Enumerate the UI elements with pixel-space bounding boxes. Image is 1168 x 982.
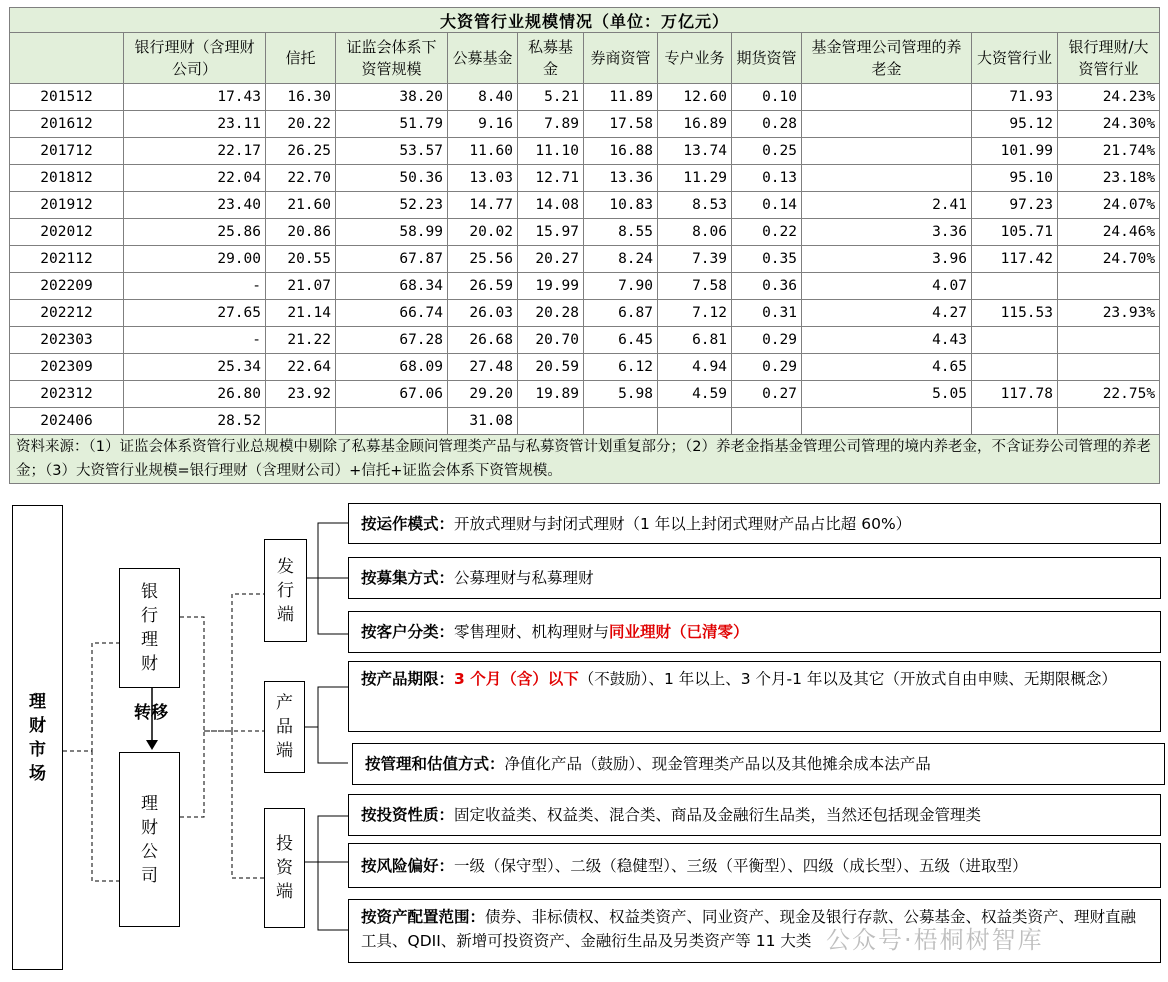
value-cell: 4.27	[802, 300, 972, 327]
value-cell: 26.25	[266, 138, 336, 165]
table-row	[10, 300, 1160, 327]
value-cell: 0.14	[732, 192, 802, 219]
value-cell: 22.17	[124, 138, 266, 165]
operation-mode-text: 开放式理财与封闭式理财（1 年以上封闭式理财产品占比超 60%）	[454, 514, 912, 533]
value-cell	[972, 354, 1058, 381]
value-cell: 0.35	[732, 246, 802, 273]
value-cell: 53.57	[336, 138, 448, 165]
value-cell: 24.46%	[1058, 219, 1160, 246]
value-cell: 8.24	[584, 246, 658, 273]
product-term-box	[348, 661, 1161, 732]
value-cell: 23.92	[266, 381, 336, 408]
box-char: 理	[141, 793, 158, 814]
period-cell: 202209	[10, 273, 124, 300]
value-cell: 22.75%	[1058, 381, 1160, 408]
value-cell: 16.30	[266, 84, 336, 111]
value-cell: 101.99	[972, 138, 1058, 165]
table-row	[10, 327, 1160, 354]
value-cell: 11.60	[448, 138, 518, 165]
value-cell: 6.81	[658, 327, 732, 354]
value-cell: 21.22	[266, 327, 336, 354]
raising-method-box	[348, 557, 1161, 599]
value-cell: 7.89	[518, 111, 584, 138]
value-cell: 24.23%	[1058, 84, 1160, 111]
value-cell: 15.97	[518, 219, 584, 246]
value-cell: 19.99	[518, 273, 584, 300]
risk-preference-box	[348, 843, 1161, 888]
value-cell: 67.87	[336, 246, 448, 273]
source-note: 资料来源：（1）证监会体系资管行业总规模中剔除了私募基金顾问管理类产品与私募资管计划重复部分；（2）养老金指基金管理公司管理的境内养老金，不含证券公司管理的养老金；（3）大资管行业规模=银行理财（含理财公司）+信托+证监会体系下资管规模。	[10, 435, 1160, 484]
product-term-highlight: 3 个月（含）以下	[454, 670, 579, 688]
investment-nature-box	[348, 794, 1161, 836]
value-cell: 4.65	[802, 354, 972, 381]
risk-preference-key: 按风险偏好：	[361, 856, 455, 875]
value-cell: -	[124, 273, 266, 300]
value-cell: 26.68	[448, 327, 518, 354]
value-cell: 0.29	[732, 327, 802, 354]
value-cell: 23.11	[124, 111, 266, 138]
table-row	[10, 165, 1160, 192]
value-cell	[1058, 354, 1160, 381]
value-cell: 25.86	[124, 219, 266, 246]
value-cell: 20.86	[266, 219, 336, 246]
table-row	[10, 192, 1160, 219]
asset-management-table	[9, 7, 1160, 484]
value-cell: 117.78	[972, 381, 1058, 408]
value-cell: 12.60	[658, 84, 732, 111]
value-cell: 4.59	[658, 381, 732, 408]
value-cell: 19.89	[518, 381, 584, 408]
value-cell: 0.13	[732, 165, 802, 192]
value-cell	[972, 327, 1058, 354]
value-cell: 29.00	[124, 246, 266, 273]
value-cell: 8.06	[658, 219, 732, 246]
table-row	[10, 381, 1160, 408]
value-cell: 20.27	[518, 246, 584, 273]
value-cell: 20.28	[518, 300, 584, 327]
value-cell: 20.59	[518, 354, 584, 381]
product-term-key: 按产品期限：	[361, 670, 455, 688]
box-char: 行	[277, 580, 294, 601]
value-cell: 0.25	[732, 138, 802, 165]
value-cell: 117.42	[972, 246, 1058, 273]
valuation-method-key: 按管理和估值方式：	[365, 755, 505, 773]
finance-market-box	[12, 505, 63, 970]
box-char: 理	[29, 691, 46, 712]
value-cell: 13.74	[658, 138, 732, 165]
investment-nature-key: 按投资性质：	[361, 806, 455, 824]
period-cell: 202212	[10, 300, 124, 327]
value-cell: 21.60	[266, 192, 336, 219]
box-char: 品	[276, 717, 293, 737]
table-title-row	[10, 8, 1160, 33]
box-char: 行	[141, 606, 158, 626]
product-term-text: （不鼓励）、1 年以上、3 个月-1 年以及其它（开放式自由申赎、无期限概念）	[578, 670, 1117, 688]
value-cell	[1058, 273, 1160, 300]
operation-mode-box	[348, 503, 1161, 544]
value-cell: 26.59	[448, 273, 518, 300]
value-cell: 66.74	[336, 300, 448, 327]
value-cell	[518, 408, 584, 435]
value-cell: 4.07	[802, 273, 972, 300]
column-header-7: 专户业务	[658, 33, 732, 84]
column-header-3: 证监会体系下资管规模	[336, 33, 448, 84]
wealth-company-box	[119, 752, 180, 927]
value-cell: 31.08	[448, 408, 518, 435]
operation-mode-key: 按运作模式：	[361, 514, 455, 533]
value-cell: 25.56	[448, 246, 518, 273]
invest-end-box	[264, 808, 305, 928]
value-cell: 17.43	[124, 84, 266, 111]
value-cell: 67.06	[336, 381, 448, 408]
value-cell	[802, 138, 972, 165]
value-cell: 9.16	[448, 111, 518, 138]
value-cell: 3.96	[802, 246, 972, 273]
period-cell: 202312	[10, 381, 124, 408]
column-header-6: 券商资管	[584, 33, 658, 84]
value-cell	[336, 408, 448, 435]
value-cell: 7.39	[658, 246, 732, 273]
issue-end-box	[264, 539, 307, 642]
value-cell: 22.04	[124, 165, 266, 192]
box-char: 理	[141, 630, 158, 650]
table-note-row	[10, 435, 1160, 484]
value-cell: 7.12	[658, 300, 732, 327]
value-cell: 7.90	[584, 273, 658, 300]
value-cell: 95.10	[972, 165, 1058, 192]
period-cell: 201512	[10, 84, 124, 111]
table-row	[10, 111, 1160, 138]
box-char: 资	[276, 858, 293, 878]
table-row	[10, 354, 1160, 381]
box-char: 端	[276, 741, 293, 761]
value-cell: 26.03	[448, 300, 518, 327]
value-cell: 6.12	[584, 354, 658, 381]
value-cell: 50.36	[336, 165, 448, 192]
value-cell	[266, 408, 336, 435]
table-row	[10, 84, 1160, 111]
value-cell	[658, 408, 732, 435]
value-cell: 5.21	[518, 84, 584, 111]
value-cell: 20.55	[266, 246, 336, 273]
table-row	[10, 408, 1160, 435]
box-char: 投	[276, 834, 293, 854]
value-cell: 22.64	[266, 354, 336, 381]
value-cell	[584, 408, 658, 435]
client-type-key: 按客户分类：	[361, 623, 455, 641]
value-cell: -	[124, 327, 266, 354]
product-end-box	[264, 681, 305, 773]
table-title: 大资管行业规模情况（单位：万亿元）	[10, 8, 1160, 33]
value-cell: 11.10	[518, 138, 584, 165]
value-cell: 24.30%	[1058, 111, 1160, 138]
period-cell: 202406	[10, 408, 124, 435]
box-char: 端	[276, 882, 293, 902]
period-cell: 202112	[10, 246, 124, 273]
value-cell: 67.28	[336, 327, 448, 354]
value-cell: 20.02	[448, 219, 518, 246]
value-cell: 0.10	[732, 84, 802, 111]
value-cell: 0.29	[732, 354, 802, 381]
value-cell	[802, 84, 972, 111]
value-cell: 6.87	[584, 300, 658, 327]
value-cell	[972, 408, 1058, 435]
value-cell: 21.07	[266, 273, 336, 300]
value-cell: 21.14	[266, 300, 336, 327]
asset-allocation-key: 按资产配置范围：	[361, 908, 486, 926]
value-cell: 97.23	[972, 192, 1058, 219]
value-cell: 8.40	[448, 84, 518, 111]
value-cell: 16.89	[658, 111, 732, 138]
value-cell: 14.77	[448, 192, 518, 219]
value-cell: 27.48	[448, 354, 518, 381]
box-char: 财	[141, 817, 158, 838]
table-header-row	[10, 33, 1160, 84]
value-cell	[802, 165, 972, 192]
value-cell: 14.08	[518, 192, 584, 219]
value-cell: 105.71	[972, 219, 1058, 246]
column-header-10: 大资管行业	[972, 33, 1058, 84]
box-char: 财	[141, 654, 158, 674]
value-cell: 16.88	[584, 138, 658, 165]
value-cell	[802, 408, 972, 435]
value-cell: 29.20	[448, 381, 518, 408]
value-cell: 2.41	[802, 192, 972, 219]
value-cell	[972, 273, 1058, 300]
box-char: 场	[29, 763, 46, 784]
raising-method-text: 公募理财与私募理财	[454, 569, 594, 587]
column-header-11: 银行理财/大资管行业	[1058, 33, 1160, 84]
value-cell: 28.52	[124, 408, 266, 435]
value-cell: 13.36	[584, 165, 658, 192]
value-cell: 20.70	[518, 327, 584, 354]
client-type-text: 零售理财、机构理财与	[454, 623, 610, 641]
value-cell: 95.12	[972, 111, 1058, 138]
column-header-2: 信托	[266, 33, 336, 84]
table-row	[10, 246, 1160, 273]
value-cell: 21.74%	[1058, 138, 1160, 165]
box-char: 银	[141, 582, 158, 602]
period-cell: 201912	[10, 192, 124, 219]
value-cell: 58.99	[336, 219, 448, 246]
table-row	[10, 273, 1160, 300]
client-type-highlight: 同业理财（已清零）	[609, 623, 749, 641]
value-cell	[802, 111, 972, 138]
raising-method-key: 按募集方式：	[361, 569, 455, 587]
value-cell: 24.70%	[1058, 246, 1160, 273]
table-row	[10, 138, 1160, 165]
bank-wealth-box	[119, 568, 180, 688]
transfer-label: 转移	[134, 703, 168, 723]
column-header-8: 期货资管	[732, 33, 802, 84]
value-cell: 17.58	[584, 111, 658, 138]
period-cell: 201712	[10, 138, 124, 165]
value-cell: 13.03	[448, 165, 518, 192]
value-cell: 71.93	[972, 84, 1058, 111]
value-cell: 38.20	[336, 84, 448, 111]
value-cell: 23.18%	[1058, 165, 1160, 192]
box-char: 司	[141, 865, 158, 886]
value-cell: 0.22	[732, 219, 802, 246]
valuation-method-box	[352, 743, 1165, 785]
value-cell	[1058, 327, 1160, 354]
value-cell: 4.43	[802, 327, 972, 354]
value-cell: 11.29	[658, 165, 732, 192]
column-header-5: 私募基金	[518, 33, 584, 84]
value-cell: 5.98	[584, 381, 658, 408]
value-cell: 27.65	[124, 300, 266, 327]
value-cell: 4.94	[658, 354, 732, 381]
value-cell: 5.05	[802, 381, 972, 408]
value-cell: 68.34	[336, 273, 448, 300]
period-cell: 202303	[10, 327, 124, 354]
value-cell: 3.36	[802, 219, 972, 246]
asset-allocation-text: 债券、非标债权、权益类资产、同业资产、现金及银行存款、公募基金、权益类资产、理财直融工具、QDII、新增可投资资产、金融衍生品及另类资产等 11 大类	[361, 908, 1137, 950]
value-cell: 11.89	[584, 84, 658, 111]
value-cell: 0.31	[732, 300, 802, 327]
value-cell: 52.23	[336, 192, 448, 219]
period-cell: 202012	[10, 219, 124, 246]
value-cell	[1058, 408, 1160, 435]
value-cell: 68.09	[336, 354, 448, 381]
value-cell: 26.80	[124, 381, 266, 408]
value-cell: 23.93%	[1058, 300, 1160, 327]
value-cell: 51.79	[336, 111, 448, 138]
column-header-9: 基金管理公司管理的养老金	[802, 33, 972, 84]
value-cell: 6.45	[584, 327, 658, 354]
box-char: 财	[29, 715, 46, 736]
column-header-0	[10, 33, 124, 84]
box-char: 发	[277, 556, 294, 577]
column-header-4: 公募基金	[448, 33, 518, 84]
value-cell: 115.53	[972, 300, 1058, 327]
box-char: 产	[276, 693, 293, 713]
client-type-box	[348, 611, 1161, 653]
column-header-1: 银行理财（含理财公司）	[124, 33, 266, 84]
watermark-text: 公众号·梧桐树智库	[826, 926, 1044, 954]
valuation-method-text: 净值化产品（鼓励）、现金管理类产品以及其他摊余成本法产品	[504, 755, 931, 773]
value-cell: 24.07%	[1058, 192, 1160, 219]
value-cell: 0.27	[732, 381, 802, 408]
value-cell: 25.34	[124, 354, 266, 381]
value-cell: 20.22	[266, 111, 336, 138]
period-cell: 201812	[10, 165, 124, 192]
value-cell	[732, 408, 802, 435]
risk-preference-text: 一级（保守型）、二级（稳健型）、三级（平衡型）、四级（成长型）、五级（进取型）	[454, 856, 1028, 875]
value-cell: 8.53	[658, 192, 732, 219]
investment-nature-text: 固定收益类、权益类、混合类、商品及金融衍生品类，当然还包括现金管理类	[454, 806, 982, 824]
value-cell: 8.55	[584, 219, 658, 246]
value-cell: 7.58	[658, 273, 732, 300]
value-cell: 0.28	[732, 111, 802, 138]
value-cell: 0.36	[732, 273, 802, 300]
value-cell: 10.83	[584, 192, 658, 219]
box-char: 市	[29, 739, 46, 760]
box-char: 公	[141, 841, 158, 862]
period-cell: 202309	[10, 354, 124, 381]
period-cell: 201612	[10, 111, 124, 138]
table-row	[10, 219, 1160, 246]
value-cell: 12.71	[518, 165, 584, 192]
value-cell: 23.40	[124, 192, 266, 219]
value-cell: 22.70	[266, 165, 336, 192]
box-char: 端	[277, 604, 294, 625]
